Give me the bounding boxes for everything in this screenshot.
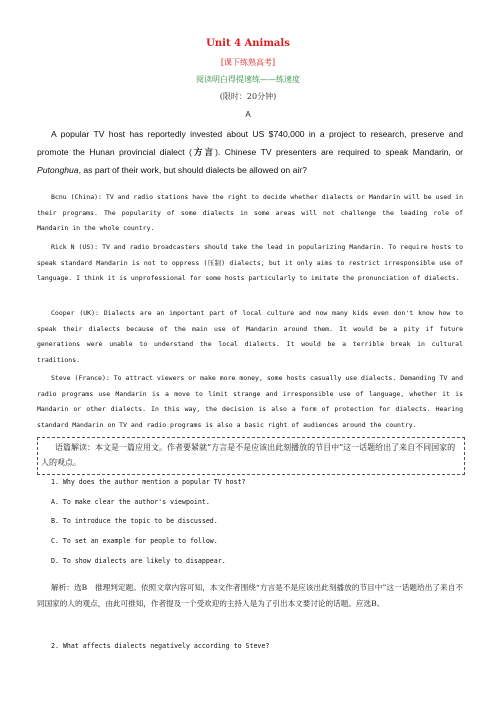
opinion-rick: Rick N (US): TV and radio broadcasters should take the lead in popularizing Mandarin. To require hosts to speak standard Mandarin is not to oppress (压制) dialects, but it only aims to restrict irresponsible use of language. I think it is unprofessional for some hosts particularly to imitate the pronunciation of dialects. [37,243,463,282]
question-1-option-d: D. To show dialects are likely to disappear. [51,557,226,565]
time-limit: (限时：20分钟) [219,92,277,101]
intro-paragraph [37,126,463,180]
intro-text-2: ). Chinese TV presenters are required to speak Mandarin, or [215,146,463,157]
intro-text-3: , as part of their work, but should dialects be allowed on air? [78,165,307,175]
section-heading: 阅读明白得提速练——练速度 [196,75,300,84]
intro-dialect-cn: 方言 [191,147,216,158]
passage-letter: A [245,110,251,119]
intro-text-1: A popular TV host has reportedly invested about US $740,000 in a project to research, preserve and promote the Hunan provincial dialect ( [37,129,463,157]
passage-summary-box: 语篇解读：本文是一篇应用文。作者要紧就“方言是不是应该出此刻播放的节目中”这一话题给出了来自不同国家的人的观点。 [37,437,465,475]
opinion-cooper: Cooper (UK): Dialects are an important part of local culture and now many kids even don't know how to speak their dialects because of the main use of Mandarin around them. It would be a pity if future generations were unable to understand the local dialects. It would be a terrible break in cultural traditions. [37,309,463,364]
opinion-bcnu: Bcnu (China): TV and radio stations have the right to decide whether dialects or Mandarin will be used in their programs. The popularity of some dialects in some areas will not challenge the leading role of Mandarin in the whole country. [37,193,463,232]
question-1-option-c: C. To set an example for people to follow. [51,537,218,545]
question-1-option-b: B. To introduce the topic to be discussed. [51,517,218,525]
question-1-option-a: A. To make clear the author's viewpoint. [51,498,210,506]
question-1-analysis: 解析：选B 推理判定题。依照文章内容可知，本文作者围绕“方言是不是应该出此刻播放的节目中”这一话题给出了来自不同国家的人的观点，由此可推知，作者提及一个受欢迎的主持人是为了引出本文要讨论的话题。应选B。 [37,583,463,608]
question-1-stem: 1. Why does the author mention a popular TV host? [51,478,246,486]
opinion-steve: Steve (France): To attract viewers or make more money, some hosts casually use dialects. Demanding TV and radio programs use Mandarin is a move to limit strange and irresponsible use of language, whether it is Mandarin or other dialects. In this way, the decision is also a form of protection for dialects. Hearing standard Mandarin on TV and radio programs is also a basic right of audiences around the country. [37,374,463,429]
question-2-stem: 2. What affects dialects negatively according to Steve? [51,642,270,650]
practice-subtitle: [课下练熟高考] [220,58,276,67]
intro-putonghua: Putonghua [37,165,79,175]
unit-title: Unit 4 Animals [206,38,290,49]
